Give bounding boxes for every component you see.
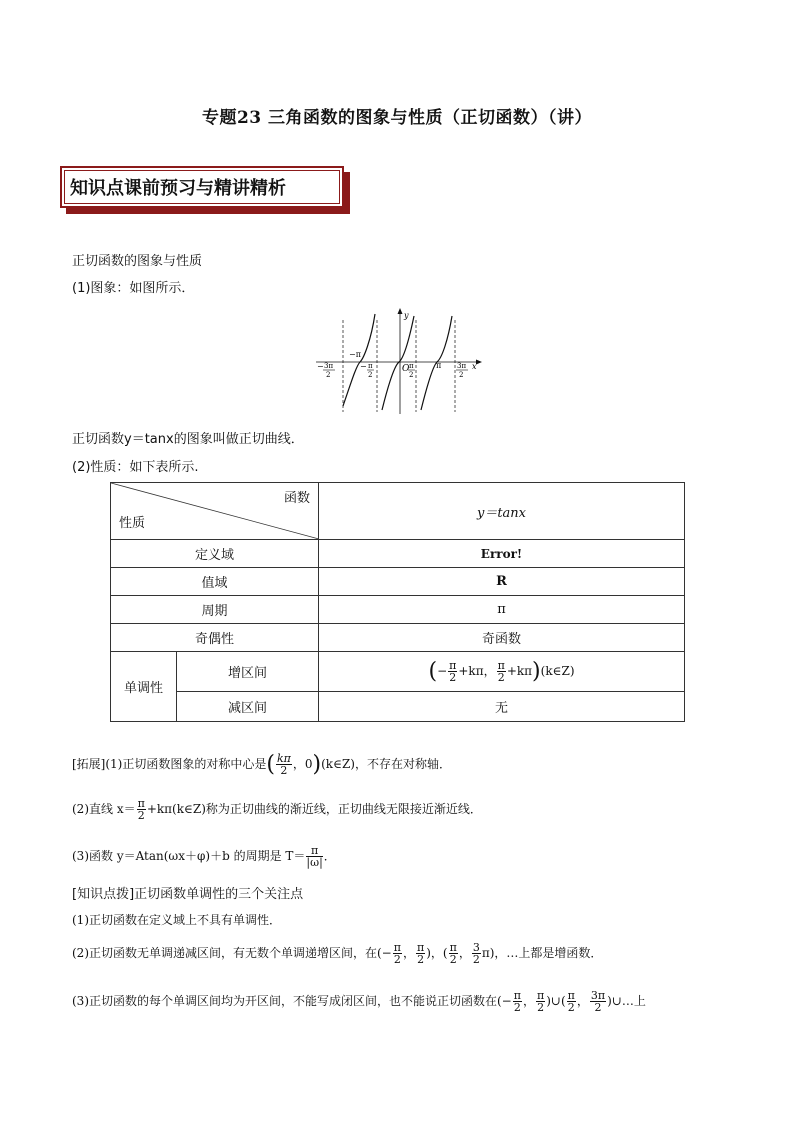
tan-branch-1: [343, 314, 375, 406]
row-value-range: R: [319, 568, 685, 596]
neg-three-pi-half-num: 3π: [324, 362, 334, 370]
item-properties-caption: (2)性质：如下表所示.: [72, 460, 199, 475]
banner-inner-border: [64, 170, 340, 204]
header-property: 性质: [119, 516, 146, 531]
row-value-increasing: (− $\frac{\pi}{2}$ +kπ， $\frac{\pi}{2}$ +kπ)(k∈Z): [319, 652, 685, 692]
table-row: [111, 624, 685, 652]
minus-sign: −: [360, 362, 367, 371]
row-value-period: π: [319, 596, 685, 624]
header-value: y＝tanx: [319, 483, 685, 540]
row-label-monotonicity: 单调性: [111, 652, 177, 722]
extension-1: [拓展](1)正切函数图象的对称中心是( $\frac{k\pi}{2}$ ，0)(k∈Z)，不存在对称轴．: [72, 752, 451, 777]
row-label-period: 周期: [111, 596, 319, 624]
page-title: 专题23 三角函数的图象与性质（正切函数）（讲）: [201, 108, 593, 128]
x-axis-label: x: [472, 362, 477, 371]
banner-text: 知识点课前预习与精讲精析: [70, 178, 286, 199]
tip-3: (3)正切函数的每个单调区间均为开区间，不能写成闭区间，也不能说正切函数在(− $\frac{\pi}{2}$ ， $\frac{\pi}{2}$ )∪( $\frac{\pi}{2}$ ， $\frac{3\pi}{2}$ )∪…上: [72, 989, 646, 1014]
row-label-domain: 定义域: [111, 540, 319, 568]
minus-sign: −: [317, 362, 324, 371]
table-row: [111, 596, 685, 624]
origin-label: O: [402, 364, 410, 374]
table-header-row: [111, 483, 685, 540]
row-value-decreasing: 无: [319, 692, 685, 722]
pi-half-num: π: [409, 362, 414, 370]
tan-curve-sentence: 正切函数y＝tanx的图象叫做正切曲线．: [72, 432, 304, 447]
header-function: 函数: [283, 491, 310, 506]
y-axis-arrow: [398, 308, 403, 314]
x-axis-arrow: [476, 360, 482, 365]
row-label-parity: 奇偶性: [111, 624, 319, 652]
diagonal-header-cell: [111, 483, 319, 540]
y-axis-label: y: [404, 311, 409, 320]
neg-three-pi-half-den: 2: [326, 371, 331, 379]
row-value-parity: 奇函数: [319, 624, 685, 652]
row-label-decreasing: 减区间: [177, 692, 319, 722]
neg-pi-half-num: π: [368, 362, 373, 370]
table-row: [111, 568, 685, 596]
extension-3: (3)函数 y＝Atan(ωx＋φ)＋b 的周期是 T＝ $\frac{\pi}{|\omega|}$ ．: [72, 844, 336, 869]
three-pi-half-num: 3π: [457, 362, 467, 370]
section-heading: 正切函数的图象与性质: [72, 254, 203, 269]
extension-2: (2)直线 x＝ $\frac{\pi}{2}$ +kπ(k∈Z)称为正切曲线的渐近线，正切曲线无限接近渐近线．: [72, 797, 482, 822]
neg-pi-half-den: 2: [368, 371, 373, 379]
row-value-domain: Error!: [319, 540, 685, 568]
pi-label: π: [436, 361, 442, 370]
row-label-increasing: 增区间: [177, 652, 319, 692]
properties-table: [110, 482, 685, 722]
pi-half-den: 2: [409, 371, 414, 379]
item-image-caption: (1)图象：如图所示．: [72, 281, 195, 296]
row-label-range: 值域: [111, 568, 319, 596]
tip-1: (1)正切函数在定义域上不具有单调性．: [72, 913, 281, 927]
tip-2: (2)正切函数无单调递减区间，有无数个单调递增区间，在(− $\frac{\pi}{2}$ ， $\frac{\pi}{2}$ )，( $\frac{\pi}{2}$ ， $\frac{3}{2}$ π)，…上都是增函数．: [72, 941, 603, 966]
neg-pi-label: −π: [349, 350, 361, 359]
table-row: [111, 540, 685, 568]
tips-title: [知识点拨]正切函数单调性的三个关注点: [72, 887, 304, 902]
three-pi-half-den: 2: [459, 371, 464, 379]
tangent-graph: [316, 306, 482, 418]
table-row: [111, 692, 685, 722]
table-row: [111, 652, 685, 692]
